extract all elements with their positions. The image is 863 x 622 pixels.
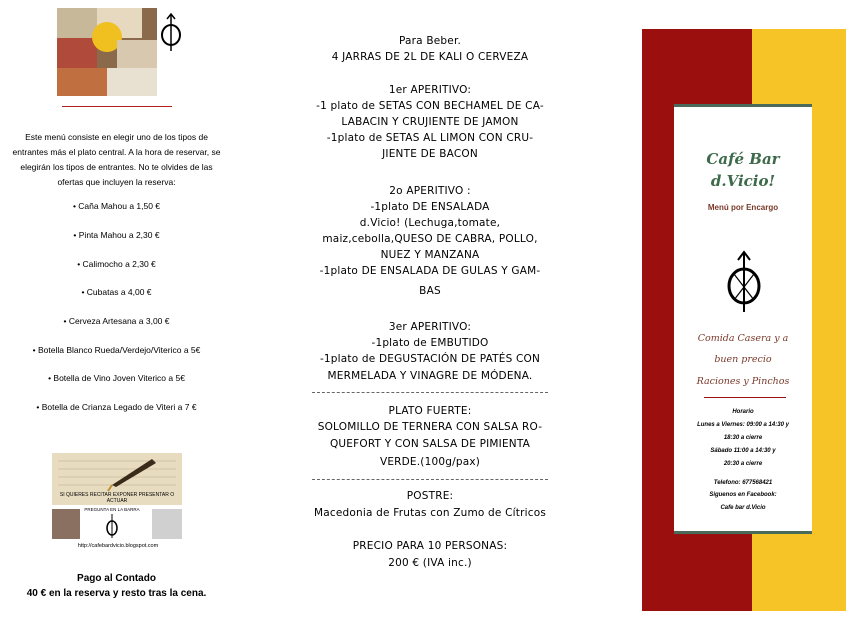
- offer-item: • Caña Mahou a 1,50 €: [0, 201, 233, 211]
- separator: [312, 392, 548, 393]
- offer-item: • Botella de Crianza Legado de Viteri a 7 €: [0, 402, 233, 412]
- aperitivo-2-line: -1plato DE ENSALADA DE GULAS Y GAM-: [319, 265, 541, 277]
- brand-name-line2: d.Vicio!: [710, 172, 776, 190]
- dessert-title: POSTRE:: [406, 490, 454, 502]
- aperitivo-2-line: BAS: [419, 285, 441, 297]
- aperitivo-3-line: MERMELADA Y VINAGRE DE MÓDENA.: [327, 370, 533, 382]
- cover-card: [674, 104, 812, 534]
- aperitivo-2-line: -1plato DE ENSALADA: [370, 201, 490, 213]
- facebook-page: Cafe bar d.Vicio: [720, 505, 766, 511]
- aperitivo-2-line: d.Vicio! (Lechuga,tomate,: [359, 217, 501, 229]
- blog-link[interactable]: http://cafebardvicio.blogspot.com: [77, 543, 159, 549]
- main-course-line: QUEFORT Y CON SALSA DE PIMIENTA: [329, 438, 531, 450]
- aperitivo-1-line: JIENTE DE BACON: [382, 148, 478, 160]
- hours-line: Lunes a Viernes: 09:00 a 14:30 y: [697, 422, 789, 428]
- stamp-subcaption: PREGUNTA EN LA BARRA: [84, 507, 140, 512]
- aperitivo-2-title: 2o APERITIVO :: [389, 185, 471, 197]
- promo-images: [52, 507, 184, 541]
- tagline: Raciones y Pinchos: [696, 376, 790, 387]
- intro-text: Este menú consiste en elegir uno de los tipos de entrantes más el plato central. A la hora de reservar, se elegirán los tipos de entrantes. No te olvides de las ofertas que incluyen la reserva:: [12, 132, 221, 187]
- dessert: Macedonia de Frutas con Zumo de Cítricos: [314, 507, 546, 519]
- offer-item: • Botella de Vino Joven Viterico a 5€: [0, 373, 233, 383]
- main-course-title: PLATO FUERTE:: [388, 405, 472, 417]
- facebook-label: Siguenos en Facebook:: [709, 492, 777, 498]
- hours-line: 18:30 a cierre: [723, 435, 763, 441]
- main-course-line: SOLOMILLO DE TERNERA CON SALSA RO-: [317, 421, 543, 433]
- hours-line: 20:30 a cierre: [723, 461, 763, 467]
- stamp-caption: SI QUIERES RECITAR EXPONER PRESENTAR O ACTUAR: [59, 492, 175, 504]
- hours-line: Sábado 11:00 a 14:30 y: [710, 448, 776, 454]
- drinks-title: Para Beber.: [398, 35, 462, 47]
- logo-icon: [157, 13, 185, 53]
- logo-icon: [722, 250, 766, 314]
- aperitivo-2-line: NUEZ Y MANZANA: [380, 249, 480, 261]
- offer-item: • Botella Blanco Rueda/Verdejo/Viterico a 5€: [0, 345, 233, 355]
- price-title: PRECIO PARA 10 PERSONAS:: [352, 540, 508, 552]
- food-photo: [57, 8, 185, 96]
- aperitivo-3-line: -1plato de DEGUSTACIÓN DE PATÉS CON: [319, 353, 541, 365]
- payment-detail: 40 € en la reserva y resto tras la cena.: [26, 588, 207, 599]
- aperitivo-3-line: -1plato de EMBUTIDO: [371, 337, 489, 349]
- aperitivo-1-line: -1 plato de SETAS CON BECHAMEL DE CA-: [316, 100, 544, 112]
- offer-item: • Pinta Mahou a 2,30 €: [0, 230, 233, 240]
- aperitivo-1-title: 1er APERITIVO:: [388, 84, 472, 96]
- aperitivo-3-title: 3er APERITIVO:: [388, 321, 472, 333]
- main-course-line: VERDE.(100g/pax): [379, 456, 481, 468]
- aperitivo-2-line: maiz,cebolla,QUESO DE CABRA, POLLO,: [322, 233, 538, 245]
- phone: Telefono: 677568421: [713, 480, 773, 486]
- aperitivo-1-line: LABACIN Y CRUJIENTE DE JAMON: [341, 116, 519, 128]
- offer-item: • Cerveza Artesana a 3,00 €: [0, 316, 233, 326]
- brand-name-line1: Café Bar: [706, 150, 780, 168]
- tagline: Comida Casera y a: [697, 333, 789, 344]
- offer-item: • Calimocho a 2,30 €: [0, 259, 233, 269]
- tagline: buen precio: [714, 354, 772, 365]
- payment-title: Pago al Contado: [77, 573, 156, 584]
- aperitivo-1-line: -1plato de SETAS AL LIMON CON CRU-: [326, 132, 534, 144]
- separator: [312, 479, 548, 480]
- hours-title: Horario: [732, 409, 754, 415]
- offer-item: • Cubatas a 4,00 €: [0, 287, 233, 297]
- price: 200 € (IVA inc.): [388, 557, 472, 569]
- card-subtitle: Menú por Encargo: [707, 203, 779, 212]
- logo-small-icon: [104, 513, 120, 539]
- card-divider: [704, 397, 786, 398]
- divider: [62, 106, 172, 107]
- drinks: 4 JARRAS DE 2L DE KALI O CERVEZA: [331, 51, 529, 63]
